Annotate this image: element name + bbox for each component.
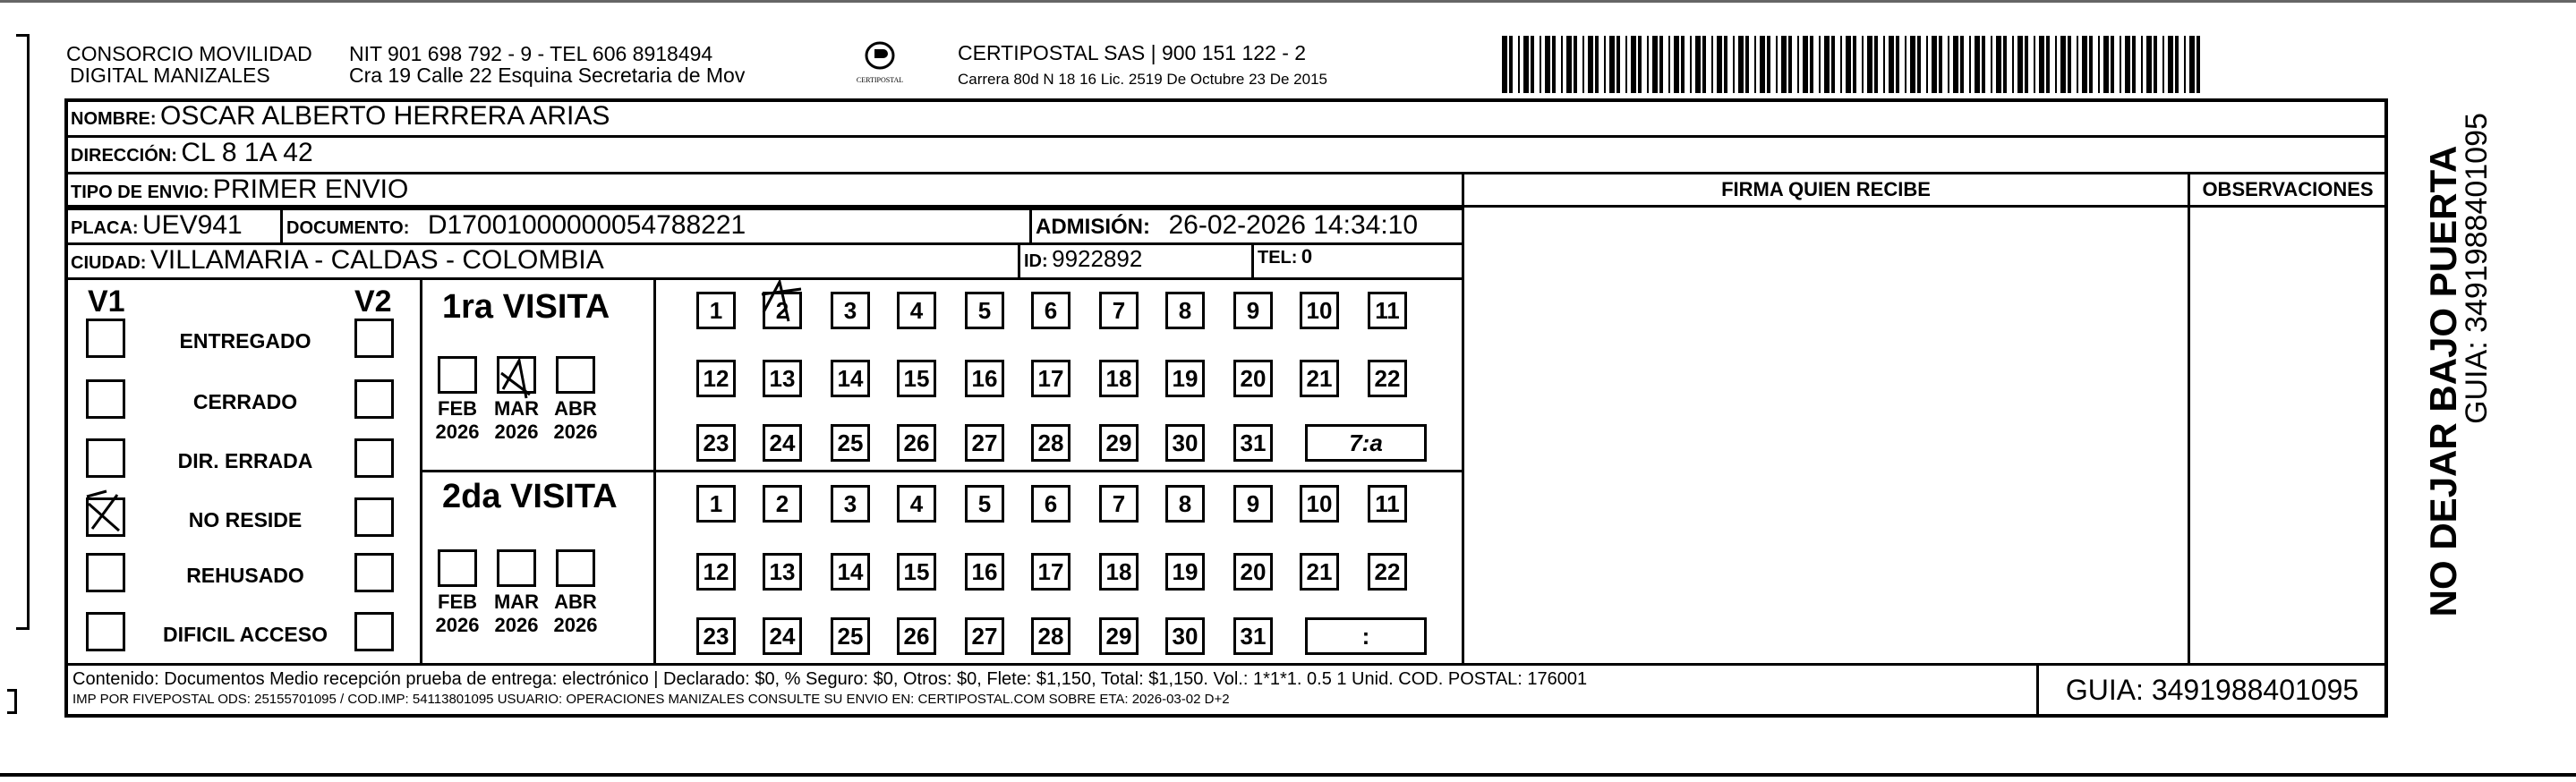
visit1-day-20[interactable]: 20	[1233, 360, 1273, 397]
left-edge-bracket	[16, 34, 30, 630]
v1-checkbox-dir-errada[interactable]	[86, 438, 125, 478]
visit1-title: 1ra VISITA	[442, 288, 610, 326]
barcode-bar	[1819, 36, 1821, 93]
visit2-day-12[interactable]: 12	[696, 553, 736, 591]
placa-cell: PLACA: UEV941	[64, 208, 283, 245]
visit1-day-3[interactable]: 3	[831, 292, 870, 329]
barcode-bar	[2111, 36, 2114, 93]
direccion-row: DIRECCIÓN: CL 8 1A 42	[64, 135, 2388, 174]
barcode-bar	[1616, 36, 1620, 93]
barcode-bar	[1840, 36, 1842, 93]
barcode-bar	[1846, 36, 1851, 93]
barcode	[1502, 36, 2209, 93]
visit1-day-17[interactable]: 17	[1031, 360, 1070, 397]
barcode-bar	[2003, 36, 2007, 93]
visit2-day-21[interactable]: 21	[1300, 553, 1339, 591]
visit2-day-8[interactable]: 8	[1165, 485, 1205, 523]
visit2-month-label: ABR 2026	[553, 591, 598, 636]
barcode-graphic	[1502, 36, 2209, 93]
v1-checkbox-no-reside[interactable]	[86, 497, 125, 537]
barcode-bar	[1991, 36, 1992, 93]
visit2-day-9[interactable]: 9	[1233, 485, 1273, 523]
visit2-day-4[interactable]: 4	[897, 485, 936, 523]
barcode-bar	[1695, 36, 1701, 93]
barcode-bar	[1996, 36, 2001, 93]
visit2-day-7[interactable]: 7	[1099, 485, 1139, 523]
visit1-time-box[interactable]: 7:a	[1305, 424, 1427, 462]
visit1-month-label: FEB 2026	[435, 397, 480, 443]
barcode-bar	[1767, 36, 1770, 93]
barcode-bar	[1540, 36, 1541, 93]
v2-label: V2	[354, 285, 392, 319]
barcode-bar	[2025, 36, 2028, 93]
certipostal-logo: CERTIPOSTAL	[849, 41, 911, 84]
visit1-month-checkbox-mar[interactable]	[497, 356, 536, 394]
barcode-bar	[1831, 36, 1835, 93]
barcode-bar	[1905, 36, 1906, 93]
barcode-bar	[1781, 36, 1787, 93]
barcode-bar	[1659, 36, 1663, 93]
tel-cell: TEL: 0	[1251, 242, 1464, 280]
visit2-day-6[interactable]: 6	[1031, 485, 1070, 523]
visit1-month-checkbox-feb[interactable]	[438, 356, 477, 394]
visit1-day-8[interactable]: 8	[1165, 292, 1205, 329]
reason-label: NO RESIDE	[188, 508, 303, 531]
observaciones-area[interactable]	[2188, 205, 2388, 666]
barcode-bar	[1582, 36, 1584, 93]
visit1-day-11[interactable]: 11	[1368, 292, 1407, 329]
barcode-bar	[2017, 36, 2023, 93]
visit1-day-18[interactable]: 18	[1099, 360, 1139, 397]
barcode-bar	[1874, 36, 1878, 93]
barcode-bar	[1523, 36, 1529, 93]
visit2-day-18[interactable]: 18	[1099, 553, 1139, 591]
barcode-bar	[2154, 36, 2157, 93]
barcode-bar	[1674, 36, 1679, 93]
visit2-month-checkbox-feb[interactable]	[438, 549, 477, 587]
barcode-bar	[2189, 36, 2195, 93]
visit1-day-6[interactable]: 6	[1031, 292, 1070, 329]
v1-label: V1	[88, 285, 125, 319]
visit1-day-12[interactable]: 12	[696, 360, 736, 397]
visit1-day-14[interactable]: 14	[831, 360, 870, 397]
company-nit: NIT 901 698 792 - 9 - TEL 606 8918494 Cra 19 Calle 22 Esquina Secretaria de Mov	[349, 42, 746, 87]
visit2-day-2[interactable]: 2	[763, 485, 802, 523]
barcode-bar	[2196, 36, 2200, 93]
barcode-bar	[2068, 36, 2071, 93]
v1-checkbox-cerrado[interactable]	[86, 379, 125, 419]
barcode-bar	[1647, 36, 1649, 93]
barcode-bar	[1926, 36, 1928, 93]
barcode-bar	[2039, 36, 2044, 93]
barcode-bar	[2077, 36, 2078, 93]
barcode-bar	[1518, 36, 1520, 93]
visit1-day-2[interactable]: 2	[763, 292, 802, 329]
admision-cell: ADMISIÓN: 26-02-2026 14:34:10	[1029, 208, 1464, 245]
barcode-bar	[2055, 36, 2057, 93]
barcode-bar	[1948, 36, 1949, 93]
firma-header: FIRMA QUIEN RECIBE	[1462, 172, 2190, 208]
certipostal-logo-icon	[862, 41, 898, 72]
barcode-bar	[2120, 36, 2121, 93]
visit1-day-10[interactable]: 10	[1300, 292, 1339, 329]
visit2-day-14[interactable]: 14	[831, 553, 870, 591]
barcode-bar	[1668, 36, 1670, 93]
visit2-day-27[interactable]: 27	[965, 617, 1004, 655]
visit1-day-4[interactable]: 4	[897, 292, 936, 329]
visit2-day-25[interactable]: 25	[831, 617, 870, 655]
v1-checkbox-entregado[interactable]	[86, 319, 125, 358]
barcode-bar	[1561, 36, 1563, 93]
side-guia: GUIA: 3491988401095	[2460, 113, 2494, 424]
barcode-bar	[1810, 36, 1813, 93]
barcode-bar	[2146, 36, 2152, 93]
visit2-day-3[interactable]: 3	[831, 485, 870, 523]
visit1-day-29[interactable]: 29	[1099, 424, 1139, 462]
barcode-bar	[1932, 36, 1937, 93]
v2-checkbox-no-reside[interactable]	[354, 497, 394, 537]
certipostal-info: CERTIPOSTAL SAS | 900 151 122 - 2 Carrera 80d N 18 16 Lic. 2519 De Octubre 23 De 2015	[958, 41, 1327, 88]
visit2-month-label: FEB 2026	[435, 591, 480, 636]
visit2-month-checkbox-mar[interactable]	[497, 549, 536, 587]
barcode-bar	[1552, 36, 1556, 93]
barcode-bar	[2162, 36, 2164, 93]
checkmark-icon	[87, 489, 123, 525]
visit1-day-23[interactable]: 23	[696, 424, 736, 462]
reason-label: DIFICIL ACCESO	[162, 623, 328, 646]
visit1-day-30[interactable]: 30	[1165, 424, 1205, 462]
firma-area[interactable]	[1462, 205, 2190, 666]
barcode-bar	[2141, 36, 2143, 93]
barcode-bar	[1724, 36, 1727, 93]
barcode-bar	[1588, 36, 1593, 93]
visit2-day-31[interactable]: 31	[1233, 617, 1273, 655]
v2-checkbox-dir-errada[interactable]	[354, 438, 394, 478]
barcode-bar	[1862, 36, 1864, 93]
barcode-bar	[2089, 36, 2093, 93]
barcode-bar	[1803, 36, 1808, 93]
visit1-month-label: MAR 2026	[493, 397, 540, 443]
visit1-day-26[interactable]: 26	[897, 424, 936, 462]
barcode-bar	[2132, 36, 2136, 93]
barcode-bar	[2082, 36, 2087, 93]
barcode-bar	[1509, 36, 1513, 93]
barcode-bar	[1745, 36, 1749, 93]
barcode-bar	[1604, 36, 1606, 93]
visit2-day-5[interactable]: 5	[965, 485, 1004, 523]
footer-guia: GUIA: 3491988401095	[2036, 663, 2388, 718]
barcode-bar	[1574, 36, 1577, 93]
visit2-day-10[interactable]: 10	[1300, 485, 1339, 523]
barcode-bar	[1681, 36, 1685, 93]
barcode-bar	[2184, 36, 2186, 93]
visit1-day-15[interactable]: 15	[897, 360, 936, 397]
visit2-day-29[interactable]: 29	[1099, 617, 1139, 655]
barcode-bar	[1982, 36, 1985, 93]
barcode-bar	[2012, 36, 2014, 93]
v1-checkbox-dificil-acceso[interactable]	[86, 612, 125, 651]
ciudad-cell: CIUDAD: VILLAMARIA - CALDAS - COLOMBIA	[64, 242, 1020, 280]
reason-label: CERRADO	[192, 390, 298, 413]
barcode-bar	[1917, 36, 1921, 93]
visit2-month-checkbox-abr[interactable]	[556, 549, 595, 587]
reason-label: REHUSADO	[186, 564, 304, 587]
visit2-day-15[interactable]: 15	[897, 553, 936, 591]
visit1-day-16[interactable]: 16	[965, 360, 1004, 397]
id-cell: ID: 9922892	[1018, 242, 1254, 280]
barcode-bar	[1939, 36, 1942, 93]
visit2-title: 2da VISITA	[442, 478, 618, 515]
v1-checkbox-rehusado[interactable]	[86, 553, 125, 592]
observaciones-header: OBSERVACIONES	[2188, 172, 2388, 208]
reason-label: ENTREGADO	[179, 329, 311, 353]
footer-info: Contenido: Documentos Medio recepción prueba de entrega: electrónico | Declarado: $0, % Seguro: $0, Otros: $0, Flete: $1,150, Total: $1,150. Vol.: 1*1*1. 0.5 1 Unid. COD. POSTAL: 176001 IMP POR FIVEPOSTAL ODS: 25155701095 / COD.IMP: 54113801095 USUARIO: OPERACIONES MANIZALES CONSULTE SU ENVIO EN: CERTIPOSTAL.COM SOBRE ETA: 2026-03-02 D+2	[64, 663, 2039, 718]
tipo-envio-row: TIPO DE ENVIO: PRIMER ENVIO	[64, 172, 1464, 208]
barcode-bar	[1631, 36, 1636, 93]
barcode-bar	[1717, 36, 1722, 93]
visit2-day-11[interactable]: 11	[1368, 485, 1407, 523]
visit2-time-box[interactable]: :	[1305, 617, 1427, 655]
barcode-bar	[2060, 36, 2066, 93]
barcode-bar	[1738, 36, 1744, 93]
visit2-day-30[interactable]: 30	[1165, 617, 1205, 655]
visit1-day-5[interactable]: 5	[965, 292, 1004, 329]
visit2-day-26[interactable]: 26	[897, 617, 936, 655]
barcode-bar	[2046, 36, 2050, 93]
barcode-bar	[1711, 36, 1713, 93]
barcode-bar	[1969, 36, 1971, 93]
company-name: CONSORCIO MOVILIDAD DIGITAL MANIZALES	[66, 42, 312, 87]
barcode-bar	[1853, 36, 1856, 93]
barcode-bar	[1883, 36, 1885, 93]
barcode-bar	[1733, 36, 1735, 93]
top-rule	[0, 0, 2576, 3]
left-edge-mark	[7, 689, 17, 714]
nombre-row: NOMBRE: OSCAR ALBERTO HERRERA ARIAS	[64, 98, 2388, 138]
visit2-day-19[interactable]: 19	[1165, 553, 1205, 591]
barcode-bar	[1609, 36, 1615, 93]
visit1-month-label: ABR 2026	[553, 397, 598, 443]
barcode-bar	[1625, 36, 1627, 93]
visit2-day-20[interactable]: 20	[1233, 553, 1273, 591]
barcode-bar	[1638, 36, 1642, 93]
visit1-day-28[interactable]: 28	[1031, 424, 1070, 462]
visit1-day-1[interactable]: 1	[696, 292, 736, 329]
barcode-bar	[1975, 36, 1980, 93]
documento-cell: DOCUMENTO: D17001000000054788221	[280, 208, 1032, 245]
visit2-day-23[interactable]: 23	[696, 617, 736, 655]
barcode-bar	[1502, 36, 1507, 93]
visit2-day-28[interactable]: 28	[1031, 617, 1070, 655]
visit2-day-17[interactable]: 17	[1031, 553, 1070, 591]
barcode-bar	[1776, 36, 1778, 93]
barcode-bar	[2125, 36, 2130, 93]
barcode-bar	[2034, 36, 2035, 93]
barcode-bar	[1652, 36, 1658, 93]
barcode-bar	[1953, 36, 1958, 93]
v2-checkbox-entregado[interactable]	[354, 319, 394, 358]
reason-label: DIR. ERRADA	[177, 449, 313, 472]
visit2-day-1[interactable]: 1	[696, 485, 736, 523]
barcode-bar	[1788, 36, 1792, 93]
visit2-day-24[interactable]: 24	[763, 617, 802, 655]
barcode-bar	[1797, 36, 1799, 93]
visit1-day-27[interactable]: 27	[965, 424, 1004, 462]
visit1-day-25[interactable]: 25	[831, 424, 870, 462]
side-no-dejar: NO DEJAR BAJO PUERTA	[2422, 145, 2464, 617]
visit1-day-21[interactable]: 21	[1300, 360, 1339, 397]
barcode-bar	[1960, 36, 1964, 93]
visit2-month-label: MAR 2026	[493, 591, 540, 636]
checkmark-icon	[762, 285, 801, 325]
barcode-bar	[2175, 36, 2179, 93]
barcode-bar	[2098, 36, 2100, 93]
v2-checkbox-rehusado[interactable]	[354, 553, 394, 592]
barcode-bar	[1702, 36, 1706, 93]
barcode-bar	[2168, 36, 2173, 93]
v2-checkbox-cerrado[interactable]	[354, 379, 394, 419]
visit1-month-checkbox-abr[interactable]	[556, 356, 595, 394]
barcode-bar	[1910, 36, 1915, 93]
visit1-day-22[interactable]: 22	[1368, 360, 1407, 397]
barcode-bar	[1595, 36, 1599, 93]
visit1-day-31[interactable]: 31	[1233, 424, 1273, 462]
visit1-day-19[interactable]: 19	[1165, 360, 1205, 397]
v2-checkbox-dificil-acceso[interactable]	[354, 612, 394, 651]
visit1-day-13[interactable]: 13	[763, 360, 802, 397]
visit2-day-13[interactable]: 13	[763, 553, 802, 591]
barcode-bar	[2103, 36, 2109, 93]
bottom-rule	[0, 773, 2576, 777]
barcode-bar	[1690, 36, 1692, 93]
barcode-bar	[1824, 36, 1830, 93]
barcode-bar	[1545, 36, 1550, 93]
visit1-day-9[interactable]: 9	[1233, 292, 1273, 329]
barcode-bar	[1867, 36, 1872, 93]
visit2-day-22[interactable]: 22	[1368, 553, 1407, 591]
barcode-bar	[1889, 36, 1894, 93]
barcode-bar	[1531, 36, 1534, 93]
barcode-bar	[1760, 36, 1765, 93]
barcode-bar	[1754, 36, 1756, 93]
barcode-bar	[1896, 36, 1899, 93]
visit1-day-7[interactable]: 7	[1099, 292, 1139, 329]
visit1-day-24[interactable]: 24	[763, 424, 802, 462]
visit2-day-16[interactable]: 16	[965, 553, 1004, 591]
barcode-bar	[1566, 36, 1572, 93]
